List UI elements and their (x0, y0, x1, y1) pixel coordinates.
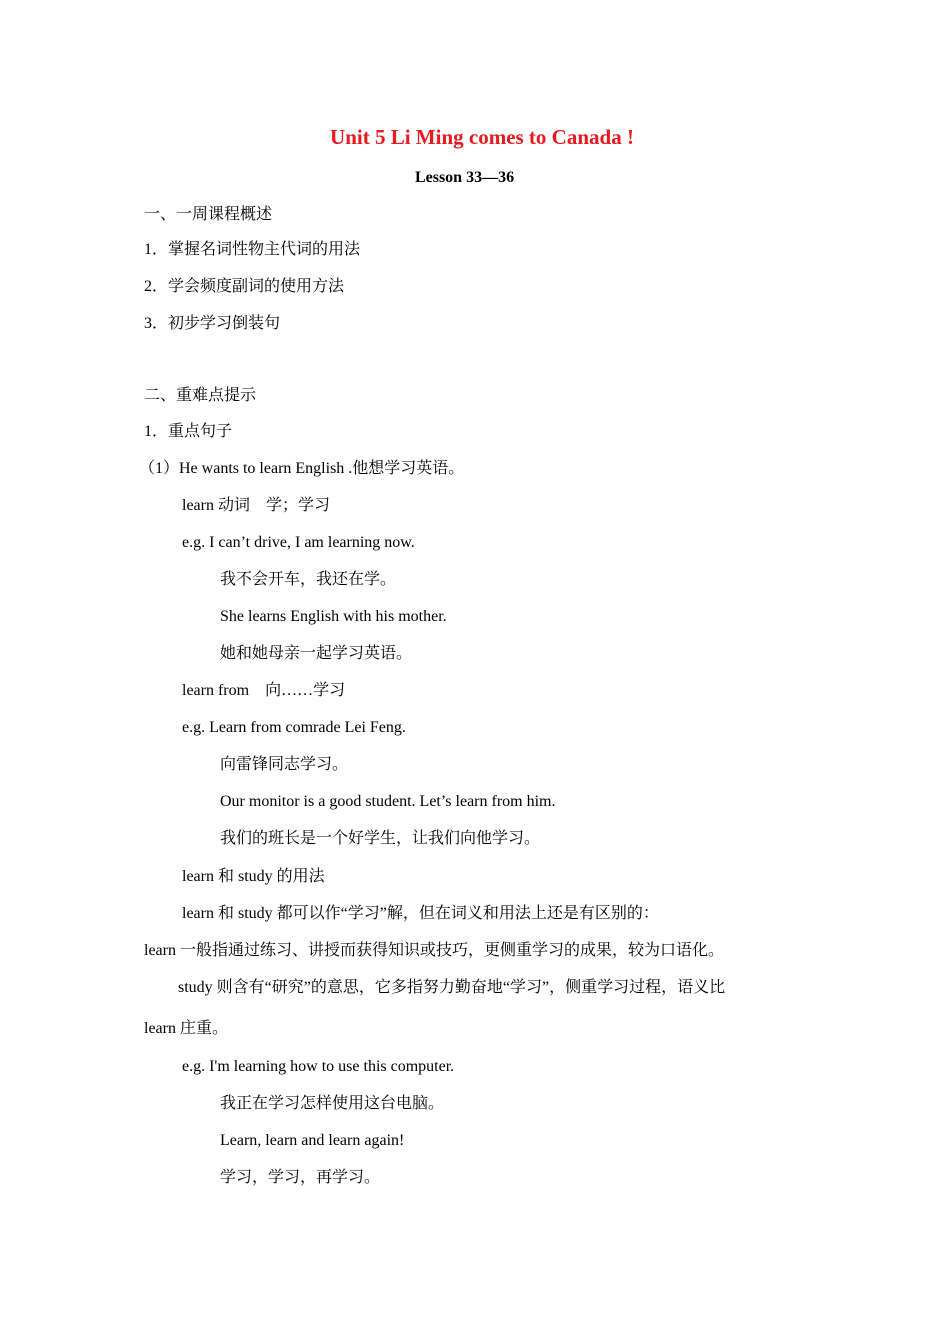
overview-item: 3．初步学习倒装句 (144, 315, 281, 332)
section2-heading: 二、重难点提示 (144, 387, 257, 404)
overview-item: 2．学会频度副词的使用方法 (144, 278, 345, 295)
example-en: e.g. Learn from comrade Lei Feng. (182, 719, 406, 736)
example-zh: 她和她母亲一起学习英语。 (220, 645, 413, 662)
study-note: study 则含有“研究”的意思，它多指努力勤奋地“学习”，侧重学习过程，语义比 (178, 979, 726, 996)
example-en: Learn, learn and learn again! (220, 1132, 405, 1149)
example-en: e.g. I can’t drive, I am learning now. (182, 534, 415, 551)
learn-from-definition: learn from 向……学习 (182, 682, 346, 699)
key-sentences-heading: 1．重点句子 (144, 423, 233, 440)
usage-intro: learn 和 study 都可以作“学习”解，但在词义和用法上还是有区别的： (182, 905, 659, 922)
example-en: She learns English with his mother. (220, 608, 447, 625)
overview-item: 1．掌握名词性物主代词的用法 (144, 241, 361, 258)
document-title: Unit 5 Li Ming comes to Canada ! (330, 125, 634, 149)
usage-heading: learn 和 study 的用法 (182, 868, 325, 885)
example-zh: 我不会开车，我还在学。 (220, 571, 397, 588)
learn-note: learn 一般指通过练习、讲授而获得知识或技巧，更侧重学习的成果，较为口语化。 (144, 942, 724, 959)
example-zh: 我正在学习怎样使用这台电脑。 (220, 1095, 445, 1112)
learn-definition: learn 动词 学；学习 (182, 497, 330, 514)
study-note-continued: learn 庄重。 (144, 1020, 228, 1037)
example-zh: 我们的班长是一个好学生，让我们向他学习。 (220, 830, 541, 847)
lesson-subtitle: Lesson 33—36 (414, 169, 515, 186)
key-sentence: （1）He wants to learn English .他想学习英语。 (139, 460, 465, 477)
example-zh: 向雷锋同志学习。 (220, 756, 349, 773)
section1-heading: 一、一周课程概述 (144, 206, 273, 223)
example-en: e.g. I'm learning how to use this computer. (182, 1058, 455, 1075)
example-en: Our monitor is a good student. Let’s learn from him. (220, 793, 556, 810)
example-zh: 学习，学习，再学习。 (220, 1169, 381, 1186)
